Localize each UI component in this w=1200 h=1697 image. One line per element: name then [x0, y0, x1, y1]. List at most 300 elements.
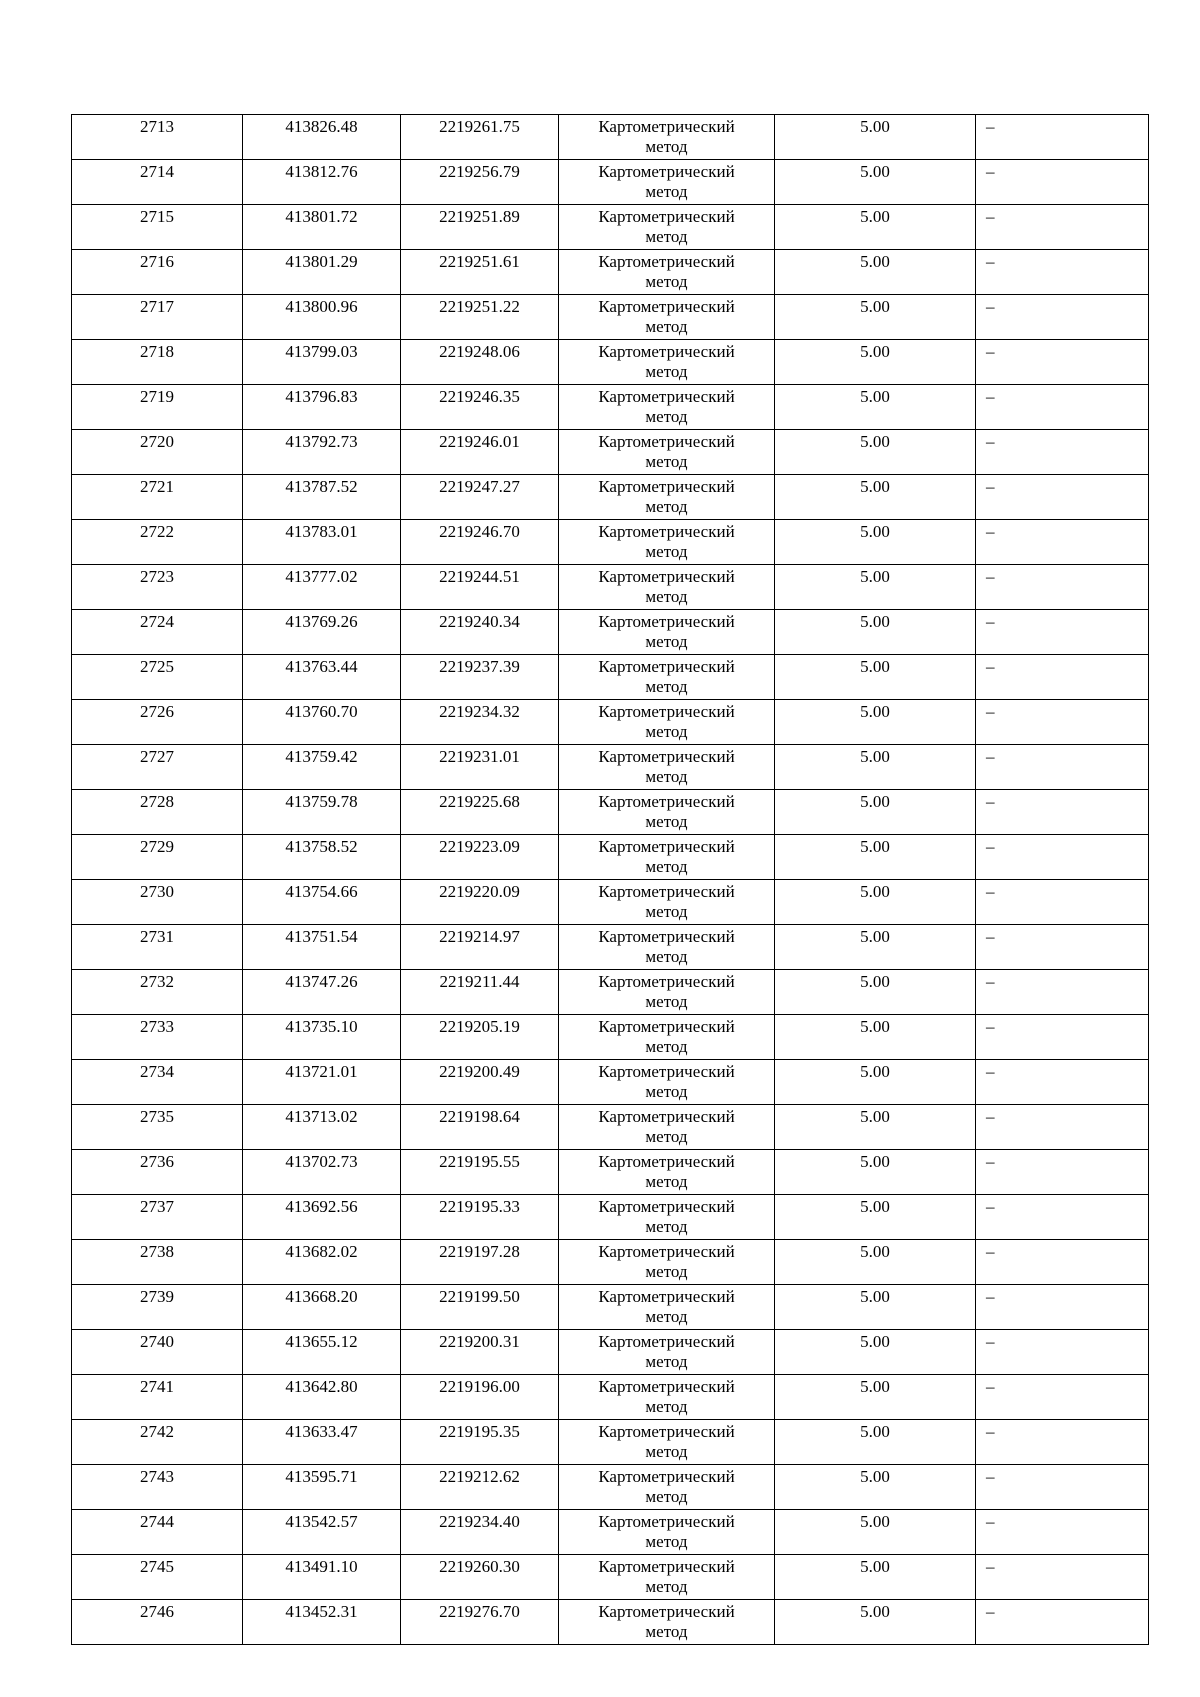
method-cell	[559, 1510, 775, 1555]
table-row	[72, 655, 1149, 700]
x-coordinate-cell	[243, 205, 401, 250]
accuracy-cell-text: 5.00	[860, 972, 890, 991]
accuracy-cell	[775, 700, 976, 745]
x-coordinate-cell-text: 413783.01	[285, 522, 358, 541]
note-cell	[976, 925, 1149, 970]
note-cell	[976, 1015, 1149, 1060]
note-cell	[976, 565, 1149, 610]
method-cell-text: Картометрический метод	[598, 1017, 735, 1056]
point-number-cell-text: 2713	[140, 117, 174, 136]
x-coordinate-cell	[243, 1555, 401, 1600]
y-coordinate-cell	[401, 1195, 559, 1240]
x-coordinate-cell-text: 413721.01	[285, 1062, 358, 1081]
method-cell-text: Картометрический метод	[598, 972, 735, 1011]
accuracy-cell-text: 5.00	[860, 1467, 890, 1486]
accuracy-cell-text: 5.00	[860, 1557, 890, 1576]
method-cell	[559, 250, 775, 295]
y-coordinate-cell	[401, 1015, 559, 1060]
point-number-cell	[72, 880, 243, 925]
accuracy-cell-text: 5.00	[860, 702, 890, 721]
y-coordinate-cell	[401, 1555, 559, 1600]
accuracy-cell	[775, 1285, 976, 1330]
x-coordinate-cell-text: 413754.66	[285, 882, 358, 901]
method-cell	[559, 610, 775, 655]
point-number-cell	[72, 1150, 243, 1195]
point-number-cell-text: 2745	[140, 1557, 174, 1576]
x-coordinate-cell	[243, 1105, 401, 1150]
y-coordinate-cell-text: 2219231.01	[439, 747, 520, 766]
accuracy-cell	[775, 160, 976, 205]
table-row	[72, 700, 1149, 745]
accuracy-cell	[775, 250, 976, 295]
accuracy-cell-text: 5.00	[860, 252, 890, 271]
note-cell-text: –	[986, 1377, 995, 1396]
y-coordinate-cell	[401, 340, 559, 385]
accuracy-cell	[775, 1510, 976, 1555]
y-coordinate-cell	[401, 1285, 559, 1330]
coordinates-table-body	[72, 115, 1149, 1645]
point-number-cell-text: 2719	[140, 387, 174, 406]
accuracy-cell	[775, 835, 976, 880]
y-coordinate-cell-text: 2219195.35	[439, 1422, 520, 1441]
accuracy-cell	[775, 1420, 976, 1465]
accuracy-cell-text: 5.00	[860, 432, 890, 451]
y-coordinate-cell	[401, 565, 559, 610]
method-cell	[559, 1375, 775, 1420]
accuracy-cell	[775, 790, 976, 835]
note-cell-text: –	[986, 972, 995, 991]
method-cell	[559, 1465, 775, 1510]
accuracy-cell-text: 5.00	[860, 927, 890, 946]
method-cell	[559, 1105, 775, 1150]
accuracy-cell	[775, 1060, 976, 1105]
point-number-cell-text: 2739	[140, 1287, 174, 1306]
method-cell	[559, 1285, 775, 1330]
method-cell	[559, 655, 775, 700]
y-coordinate-cell-text: 2219214.97	[439, 927, 520, 946]
point-number-cell	[72, 970, 243, 1015]
point-number-cell	[72, 1375, 243, 1420]
note-cell-text: –	[986, 117, 995, 136]
y-coordinate-cell-text: 2219197.28	[439, 1242, 520, 1261]
table-row	[72, 835, 1149, 880]
table-row	[72, 385, 1149, 430]
x-coordinate-cell-text: 413777.02	[285, 567, 358, 586]
y-coordinate-cell-text: 2219195.55	[439, 1152, 520, 1171]
table-row	[72, 475, 1149, 520]
note-cell	[976, 1285, 1149, 1330]
note-cell-text: –	[986, 1197, 995, 1216]
point-number-cell	[72, 520, 243, 565]
x-coordinate-cell	[243, 835, 401, 880]
y-coordinate-cell-text: 2219246.35	[439, 387, 520, 406]
method-cell	[559, 1555, 775, 1600]
x-coordinate-cell	[243, 1150, 401, 1195]
x-coordinate-cell	[243, 655, 401, 700]
method-cell	[559, 1240, 775, 1285]
x-coordinate-cell	[243, 160, 401, 205]
y-coordinate-cell	[401, 880, 559, 925]
note-cell-text: –	[986, 1467, 995, 1486]
point-number-cell	[72, 1555, 243, 1600]
accuracy-cell-text: 5.00	[860, 1377, 890, 1396]
note-cell	[976, 1330, 1149, 1375]
x-coordinate-cell	[243, 925, 401, 970]
note-cell	[976, 1510, 1149, 1555]
x-coordinate-cell-text: 413751.54	[285, 927, 358, 946]
accuracy-cell-text: 5.00	[860, 1512, 890, 1531]
point-number-cell	[72, 1285, 243, 1330]
note-cell-text: –	[986, 837, 995, 856]
x-coordinate-cell-text: 413642.80	[285, 1377, 358, 1396]
y-coordinate-cell-text: 2219246.70	[439, 522, 520, 541]
point-number-cell-text: 2722	[140, 522, 174, 541]
point-number-cell-text: 2743	[140, 1467, 174, 1486]
point-number-cell-text: 2714	[140, 162, 174, 181]
table-row	[72, 1150, 1149, 1195]
y-coordinate-cell-text: 2219276.70	[439, 1602, 520, 1621]
x-coordinate-cell	[243, 475, 401, 520]
note-cell-text: –	[986, 432, 995, 451]
note-cell-text: –	[986, 747, 995, 766]
accuracy-cell-text: 5.00	[860, 387, 890, 406]
x-coordinate-cell-text: 413542.57	[285, 1512, 358, 1531]
x-coordinate-cell-text: 413787.52	[285, 477, 358, 496]
y-coordinate-cell-text: 2219211.44	[439, 972, 520, 991]
table-row	[72, 1465, 1149, 1510]
note-cell-text: –	[986, 927, 995, 946]
accuracy-cell-text: 5.00	[860, 342, 890, 361]
method-cell-text: Картометрический метод	[598, 1602, 735, 1641]
point-number-cell	[72, 385, 243, 430]
note-cell	[976, 520, 1149, 565]
x-coordinate-cell	[243, 880, 401, 925]
method-cell-text: Картометрический метод	[598, 792, 735, 831]
y-coordinate-cell	[401, 1105, 559, 1150]
accuracy-cell	[775, 1015, 976, 1060]
accuracy-cell-text: 5.00	[860, 882, 890, 901]
method-cell	[559, 205, 775, 250]
method-cell-text: Картометрический метод	[598, 747, 735, 786]
y-coordinate-cell	[401, 1375, 559, 1420]
point-number-cell-text: 2728	[140, 792, 174, 811]
point-number-cell	[72, 205, 243, 250]
accuracy-cell-text: 5.00	[860, 1332, 890, 1351]
accuracy-cell-text: 5.00	[860, 1017, 890, 1036]
x-coordinate-cell-text: 413758.52	[285, 837, 358, 856]
method-cell-text: Картометрический метод	[598, 837, 735, 876]
accuracy-cell	[775, 205, 976, 250]
accuracy-cell-text: 5.00	[860, 1152, 890, 1171]
x-coordinate-cell-text: 413763.44	[285, 657, 358, 676]
note-cell	[976, 1375, 1149, 1420]
point-number-cell-text: 2720	[140, 432, 174, 451]
note-cell-text: –	[986, 1557, 995, 1576]
x-coordinate-cell	[243, 1240, 401, 1285]
accuracy-cell	[775, 295, 976, 340]
method-cell	[559, 745, 775, 790]
point-number-cell	[72, 700, 243, 745]
note-cell	[976, 610, 1149, 655]
point-number-cell-text: 2723	[140, 567, 174, 586]
y-coordinate-cell	[401, 655, 559, 700]
point-number-cell	[72, 1240, 243, 1285]
accuracy-cell	[775, 520, 976, 565]
method-cell	[559, 475, 775, 520]
y-coordinate-cell-text: 2219212.62	[439, 1467, 520, 1486]
x-coordinate-cell	[243, 790, 401, 835]
method-cell-text: Картометрический метод	[598, 927, 735, 966]
note-cell	[976, 115, 1149, 160]
accuracy-cell	[775, 565, 976, 610]
table-row	[72, 1105, 1149, 1150]
accuracy-cell-text: 5.00	[860, 477, 890, 496]
x-coordinate-cell	[243, 700, 401, 745]
x-coordinate-cell-text: 413801.29	[285, 252, 358, 271]
note-cell-text: –	[986, 297, 995, 316]
method-cell-text: Картометрический метод	[598, 117, 735, 156]
accuracy-cell	[775, 475, 976, 520]
y-coordinate-cell-text: 2219251.61	[439, 252, 520, 271]
point-number-cell	[72, 1015, 243, 1060]
method-cell-text: Картометрический метод	[598, 252, 735, 291]
coordinates-table	[71, 114, 1149, 1645]
note-cell	[976, 160, 1149, 205]
note-cell-text: –	[986, 1422, 995, 1441]
note-cell-text: –	[986, 207, 995, 226]
point-number-cell	[72, 1105, 243, 1150]
y-coordinate-cell	[401, 1240, 559, 1285]
method-cell	[559, 1060, 775, 1105]
method-cell	[559, 1195, 775, 1240]
accuracy-cell-text: 5.00	[860, 522, 890, 541]
point-number-cell	[72, 115, 243, 160]
note-cell	[976, 1555, 1149, 1600]
point-number-cell	[72, 295, 243, 340]
accuracy-cell-text: 5.00	[860, 657, 890, 676]
x-coordinate-cell-text: 413826.48	[285, 117, 358, 136]
note-cell	[976, 1195, 1149, 1240]
y-coordinate-cell-text: 2219234.40	[439, 1512, 520, 1531]
point-number-cell-text: 2721	[140, 477, 174, 496]
table-row	[72, 205, 1149, 250]
method-cell	[559, 565, 775, 610]
y-coordinate-cell-text: 2219200.49	[439, 1062, 520, 1081]
x-coordinate-cell-text: 413735.10	[285, 1017, 358, 1036]
point-number-cell	[72, 1330, 243, 1375]
y-coordinate-cell-text: 2219195.33	[439, 1197, 520, 1216]
x-coordinate-cell-text: 413491.10	[285, 1557, 358, 1576]
note-cell	[976, 790, 1149, 835]
y-coordinate-cell	[401, 250, 559, 295]
point-number-cell-text: 2717	[140, 297, 174, 316]
table-row	[72, 340, 1149, 385]
y-coordinate-cell-text: 2219237.39	[439, 657, 520, 676]
method-cell	[559, 160, 775, 205]
accuracy-cell	[775, 1375, 976, 1420]
x-coordinate-cell	[243, 115, 401, 160]
note-cell-text: –	[986, 522, 995, 541]
note-cell-text: –	[986, 567, 995, 586]
x-coordinate-cell	[243, 1420, 401, 1465]
x-coordinate-cell-text: 413702.73	[285, 1152, 358, 1171]
y-coordinate-cell	[401, 700, 559, 745]
note-cell-text: –	[986, 792, 995, 811]
point-number-cell-text: 2724	[140, 612, 174, 631]
accuracy-cell	[775, 970, 976, 1015]
method-cell-text: Картометрический метод	[598, 387, 735, 426]
table-row	[72, 1330, 1149, 1375]
point-number-cell-text: 2727	[140, 747, 174, 766]
note-cell-text: –	[986, 1017, 995, 1036]
method-cell	[559, 430, 775, 475]
accuracy-cell	[775, 430, 976, 475]
table-row	[72, 1375, 1149, 1420]
accuracy-cell-text: 5.00	[860, 1107, 890, 1126]
note-cell	[976, 655, 1149, 700]
note-cell-text: –	[986, 252, 995, 271]
y-coordinate-cell-text: 2219199.50	[439, 1287, 520, 1306]
method-cell-text: Картометрический метод	[598, 297, 735, 336]
note-cell-text: –	[986, 342, 995, 361]
note-cell-text: –	[986, 612, 995, 631]
x-coordinate-cell-text: 413668.20	[285, 1287, 358, 1306]
point-number-cell	[72, 655, 243, 700]
point-number-cell	[72, 565, 243, 610]
x-coordinate-cell	[243, 520, 401, 565]
y-coordinate-cell	[401, 160, 559, 205]
table-row	[72, 1555, 1149, 1600]
note-cell-text: –	[986, 1512, 995, 1531]
point-number-cell-text: 2734	[140, 1062, 174, 1081]
method-cell-text: Картометрический метод	[598, 162, 735, 201]
x-coordinate-cell-text: 413801.72	[285, 207, 358, 226]
y-coordinate-cell	[401, 1150, 559, 1195]
x-coordinate-cell-text: 413747.26	[285, 972, 358, 991]
table-row	[72, 1285, 1149, 1330]
note-cell-text: –	[986, 702, 995, 721]
point-number-cell	[72, 1465, 243, 1510]
method-cell	[559, 790, 775, 835]
table-row	[72, 1015, 1149, 1060]
x-coordinate-cell-text: 413633.47	[285, 1422, 358, 1441]
point-number-cell-text: 2729	[140, 837, 174, 856]
point-number-cell-text: 2716	[140, 252, 174, 271]
x-coordinate-cell	[243, 745, 401, 790]
y-coordinate-cell	[401, 610, 559, 655]
point-number-cell-text: 2725	[140, 657, 174, 676]
accuracy-cell	[775, 745, 976, 790]
method-cell-text: Картометрический метод	[598, 702, 735, 741]
accuracy-cell	[775, 1330, 976, 1375]
y-coordinate-cell-text: 2219261.75	[439, 117, 520, 136]
method-cell-text: Картометрический метод	[598, 1062, 735, 1101]
method-cell-text: Картометрический метод	[598, 477, 735, 516]
x-coordinate-cell	[243, 970, 401, 1015]
point-number-cell-text: 2715	[140, 207, 174, 226]
method-cell	[559, 295, 775, 340]
x-coordinate-cell-text: 413799.03	[285, 342, 358, 361]
x-coordinate-cell-text: 413452.31	[285, 1602, 358, 1621]
y-coordinate-cell-text: 2219223.09	[439, 837, 520, 856]
y-coordinate-cell	[401, 430, 559, 475]
table-row	[72, 295, 1149, 340]
point-number-cell	[72, 1195, 243, 1240]
note-cell	[976, 1060, 1149, 1105]
point-number-cell-text: 2718	[140, 342, 174, 361]
y-coordinate-cell	[401, 1060, 559, 1105]
note-cell-text: –	[986, 882, 995, 901]
x-coordinate-cell	[243, 1375, 401, 1420]
x-coordinate-cell	[243, 340, 401, 385]
method-cell-text: Картометрический метод	[598, 342, 735, 381]
y-coordinate-cell	[401, 745, 559, 790]
accuracy-cell-text: 5.00	[860, 612, 890, 631]
x-coordinate-cell-text: 413682.02	[285, 1242, 358, 1261]
x-coordinate-cell-text: 413760.70	[285, 702, 358, 721]
method-cell-text: Картометрический метод	[598, 882, 735, 921]
note-cell	[976, 1465, 1149, 1510]
accuracy-cell-text: 5.00	[860, 162, 890, 181]
method-cell	[559, 835, 775, 880]
y-coordinate-cell-text: 2219196.00	[439, 1377, 520, 1396]
point-number-cell-text: 2737	[140, 1197, 174, 1216]
accuracy-cell	[775, 340, 976, 385]
table-row	[72, 1510, 1149, 1555]
point-number-cell	[72, 745, 243, 790]
accuracy-cell-text: 5.00	[860, 1062, 890, 1081]
accuracy-cell-text: 5.00	[860, 747, 890, 766]
table-row	[72, 925, 1149, 970]
method-cell-text: Картометрический метод	[598, 657, 735, 696]
y-coordinate-cell	[401, 790, 559, 835]
y-coordinate-cell-text: 2219251.22	[439, 297, 520, 316]
x-coordinate-cell	[243, 250, 401, 295]
method-cell	[559, 385, 775, 430]
note-cell-text: –	[986, 1602, 995, 1621]
method-cell	[559, 340, 775, 385]
accuracy-cell-text: 5.00	[860, 1287, 890, 1306]
accuracy-cell	[775, 1600, 976, 1645]
table-row	[72, 610, 1149, 655]
point-number-cell	[72, 430, 243, 475]
y-coordinate-cell	[401, 1600, 559, 1645]
accuracy-cell-text: 5.00	[860, 297, 890, 316]
table-row	[72, 1420, 1149, 1465]
y-coordinate-cell-text: 2219200.31	[439, 1332, 520, 1351]
point-number-cell-text: 2744	[140, 1512, 174, 1531]
accuracy-cell	[775, 385, 976, 430]
point-number-cell	[72, 835, 243, 880]
method-cell	[559, 1150, 775, 1195]
x-coordinate-cell	[243, 1060, 401, 1105]
note-cell	[976, 1420, 1149, 1465]
table-row	[72, 520, 1149, 565]
accuracy-cell	[775, 610, 976, 655]
y-coordinate-cell	[401, 1510, 559, 1555]
table-row	[72, 880, 1149, 925]
point-number-cell	[72, 925, 243, 970]
table-row	[72, 565, 1149, 610]
note-cell-text: –	[986, 657, 995, 676]
method-cell-text: Картометрический метод	[598, 612, 735, 651]
note-cell	[976, 385, 1149, 430]
x-coordinate-cell	[243, 1600, 401, 1645]
y-coordinate-cell-text: 2219246.01	[439, 432, 520, 451]
y-coordinate-cell	[401, 385, 559, 430]
accuracy-cell-text: 5.00	[860, 1242, 890, 1261]
y-coordinate-cell	[401, 115, 559, 160]
